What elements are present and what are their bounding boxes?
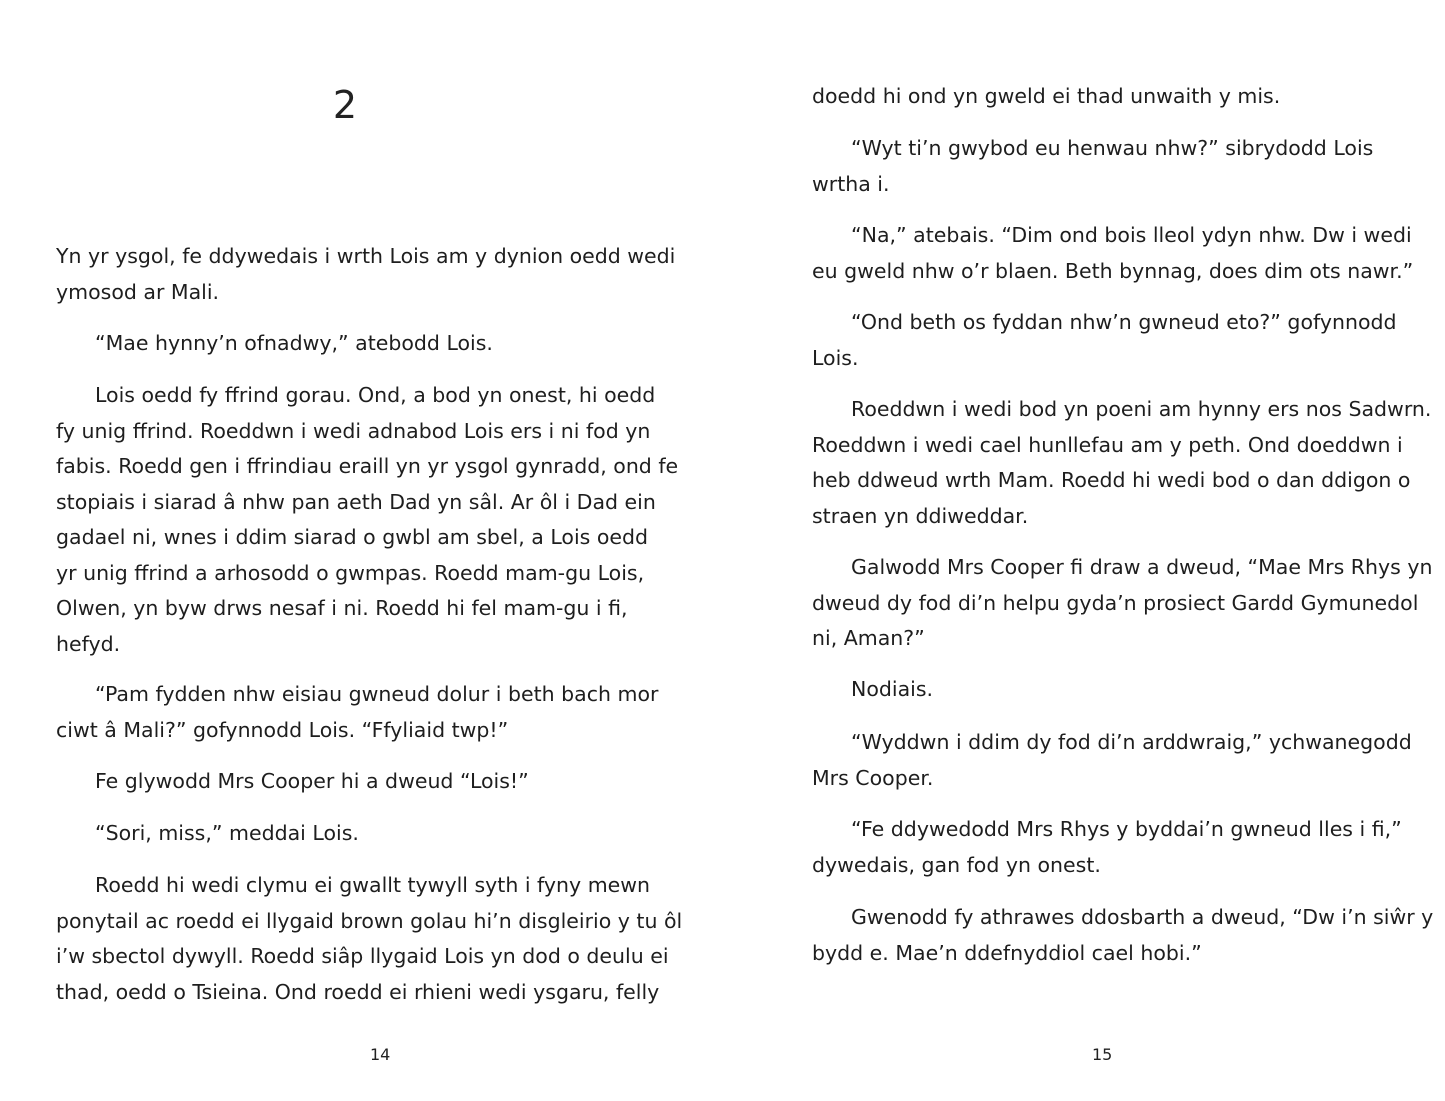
text-line: Fe glywodd Mrs Cooper hi a dweud “Lois!”	[95, 769, 529, 793]
text-line: “Wyt ti’n gwybod eu henwau nhw?” sibrydodd Lois	[851, 136, 1374, 160]
paragraph	[812, 79, 1280, 115]
text-line: ciwt â Mali?” gofynnodd Lois. “Ffyliaid twp!”	[56, 717, 509, 742]
text-line: dweud dy fod di’n helpu gyda’n prosiect Gardd Gymunedol	[812, 590, 1419, 615]
paragraph	[56, 677, 658, 748]
paragraph	[56, 378, 678, 662]
text-line: “Fe ddywedodd Mrs Rhys y byddai’n gwneud lles i fi,”	[851, 817, 1402, 841]
left-page	[0, 0, 722, 1101]
text-line: gadael ni, wnes i ddim siarad o gwbl am sbel, a Lois oedd	[56, 525, 649, 549]
text-line: fabis. Roedd gen i ffrindiau eraill yn yr ysgol gynradd, ond fe	[56, 454, 679, 478]
right-page	[722, 0, 1445, 1101]
text-line: “Sori, miss,” meddai Lois.	[95, 821, 359, 845]
text-line: i’w sbectol dywyll. Roedd siâp llygaid Lois yn dod o deulu ei	[56, 944, 669, 968]
paragraph	[812, 900, 1433, 971]
text-line: ymosod ar Mali.	[56, 279, 220, 304]
paragraph	[812, 218, 1413, 289]
text-line: straen yn ddiweddar.	[812, 503, 1029, 528]
text-line: heb ddweud wrth Mam. Roedd hi wedi bod o dan ddigon o	[812, 468, 1411, 492]
text-line: ni, Aman?”	[812, 626, 925, 650]
paragraph	[56, 868, 682, 1010]
text-line: fy unig ffrind. Roeddwn i wedi adnabod Lois ers i ni fod yn	[56, 418, 651, 443]
chapter-number: 2	[332, 83, 358, 127]
text-line: dywedais, gan fod yn onest.	[812, 852, 1101, 877]
text-line: Nodiais.	[851, 677, 934, 701]
paragraph	[56, 239, 675, 310]
text-line: “Na,” atebais. “Dim ond bois lleol ydyn nhw. Dw i wedi	[851, 223, 1412, 247]
text-line: eu gweld nhw o’r blaen. Beth bynnag, does dim ots nawr.”	[812, 258, 1414, 283]
text-line: “Pam fydden nhw eisiau gwneud dolur i beth bach mor	[95, 682, 659, 706]
text-line: Roedd hi wedi clymu ei gwallt tywyll syth i fyny mewn	[95, 873, 651, 897]
paragraph	[812, 725, 1412, 796]
paragraph	[56, 816, 359, 852]
paragraph	[56, 326, 493, 362]
text-line: hefyd.	[56, 631, 121, 656]
text-line: thad, oedd o Tsieina. Ond roedd ei rhieni wedi ysgaru, felly	[56, 979, 660, 1004]
text-line: Olwen, yn byw drws nesaf i ni. Roedd hi fel mam-gu i fi,	[56, 596, 628, 620]
paragraph	[812, 550, 1433, 657]
text-line: doedd hi ond yn gweld ei thad unwaith y mis.	[812, 84, 1281, 108]
text-line: ponytail ac roedd ei llygaid brown golau hi’n disgleirio y tu ôl	[56, 908, 683, 933]
text-line: Lois oedd fy ffrind gorau. Ond, a bod yn onest, hi oedd	[95, 383, 656, 407]
paragraph	[812, 672, 933, 708]
paragraph	[812, 812, 1402, 883]
page-number: 15	[1092, 1045, 1113, 1064]
text-line: Gwenodd fy athrawes ddosbarth a dweud, “Dw i’n siŵr y	[851, 905, 1434, 929]
text-line: Roeddwn i wedi cael hunllefau am y peth. Ond doeddwn i	[812, 432, 1403, 457]
paragraph	[812, 305, 1397, 376]
text-line: wrtha i.	[812, 171, 890, 196]
text-line: Roeddwn i wedi bod yn poeni am hynny ers nos Sadwrn.	[851, 397, 1432, 421]
paragraph	[56, 764, 529, 800]
text-line: “Wyddwn i ddim dy fod di’n arddwraig,” ychwanegodd	[851, 730, 1412, 754]
paragraph	[812, 392, 1431, 534]
text-line: Yn yr ysgol, fe ddywedais i wrth Lois am y dynion oedd wedi	[56, 244, 676, 268]
text-line: bydd e. Mae’n ddefnyddiol cael hobi.”	[812, 940, 1202, 965]
text-line: Galwodd Mrs Cooper fi draw a dweud, “Mae Mrs Rhys yn	[851, 555, 1433, 579]
text-line: “Ond beth os fyddan nhw’n gwneud eto?” gofynnodd	[851, 310, 1397, 334]
text-line: Lois.	[812, 345, 859, 370]
text-line: yr unig ffrind a arhosodd o gwmpas. Roedd mam-gu Lois,	[56, 560, 645, 585]
text-line: stopiais i siarad â nhw pan aeth Dad yn sâl. Ar ôl i Dad ein	[56, 489, 656, 514]
paragraph	[812, 131, 1373, 202]
text-line: “Mae hynny’n ofnadwy,” atebodd Lois.	[95, 331, 493, 355]
text-line: Mrs Cooper.	[812, 765, 934, 790]
page-number: 14	[370, 1045, 391, 1064]
